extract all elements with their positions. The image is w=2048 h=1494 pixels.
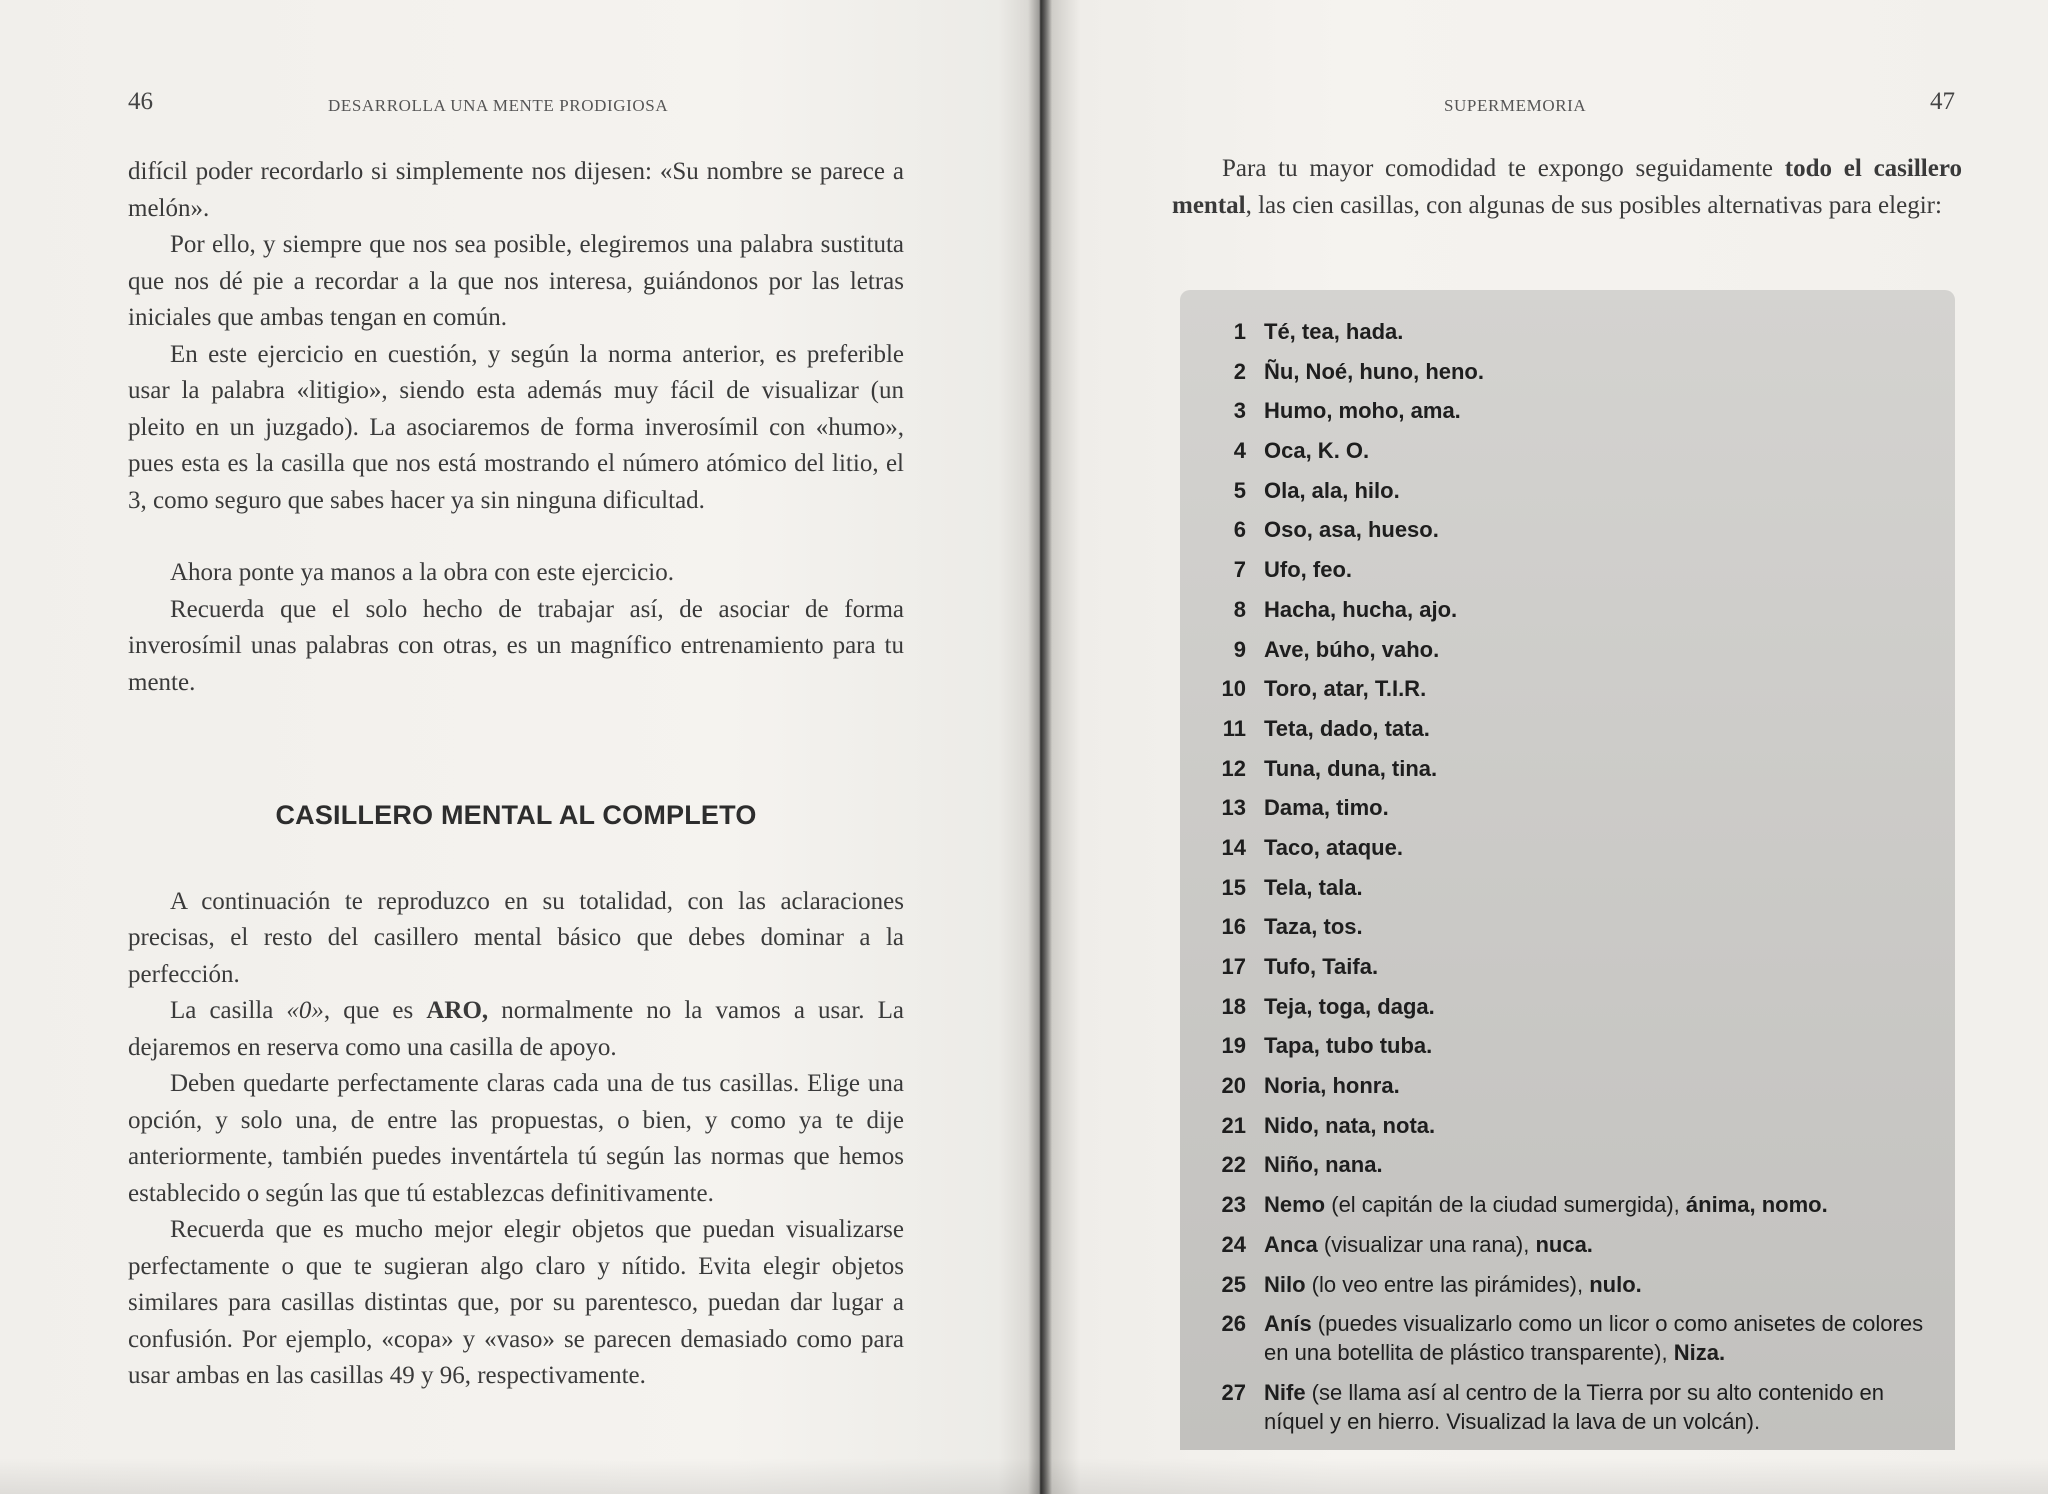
entry-text: Ave, búho, vaho.	[1264, 636, 1440, 662]
casillero-entry	[1198, 754, 1938, 783]
entry-text: Nido, nata, nota.	[1264, 1112, 1436, 1138]
entry-text: Oso, asa, hueso.	[1264, 517, 1439, 543]
entry-text: Ufo, feo.	[1264, 557, 1352, 583]
casillero-entry	[1198, 635, 1938, 664]
entry-text: Niño, nana.	[1264, 1152, 1383, 1178]
entry-number: 15	[1221, 874, 1246, 900]
paragraph-aro: La casilla «0», que es ARO, normalmente no la vamos a usar. La dejaremos en reserva como una casilla de apoyo.	[128, 997, 904, 1061]
entry-number: 4	[1233, 438, 1246, 464]
entry-number: 24	[1221, 1231, 1246, 1257]
entry-number: 7	[1233, 557, 1246, 583]
casillero-entry	[1198, 952, 1938, 981]
paragraph: difícil poder recordarlo si simplemente nos dijesen: «Su nombre se parece a melón».	[128, 158, 904, 222]
entry-text: Tufo, Taifa.	[1264, 954, 1379, 979]
entry-text: Ola, ala, hilo.	[1264, 477, 1400, 503]
casillero-entry	[1198, 833, 1938, 862]
entry-number: 14	[1221, 834, 1246, 860]
paragraph: Deben quedarte perfectamente claras cada una de tus casillas. Elige una opción, y solo una, de entre las propuestas, o bien, y como ya te dije anteriormente, también puedes inventártela tú según las normas que hemos establecido o según las que tú establezcas definitivamente.	[128, 1070, 904, 1207]
intro-paragraph: Para tu mayor comodidad te expongo seguidamente todo el casillero mental, las cien casillas, con algunas de sus posibles alternativas para elegir:	[1172, 155, 1962, 219]
entry-number: 13	[1221, 795, 1246, 821]
aro-keyword: ARO,	[426, 997, 489, 1024]
paragraph: A continuación te reproduzco en su totalidad, con las aclaraciones precisas, el resto del casillero mental básico que debes dominar a la perfección.	[128, 887, 904, 988]
casillero-entry	[1198, 992, 1938, 1021]
paragraph: Recuerda que el solo hecho de trabajar así, de asociar de forma inverosímil unas palabras con otras, es un magnífico entrenamiento para tu mente.	[128, 595, 904, 696]
casillero-entry	[1198, 1150, 1938, 1179]
entry-number: 19	[1221, 1033, 1246, 1059]
book-gutter	[1028, 0, 1052, 1494]
entry-text: Teja, toga, daga.	[1264, 993, 1435, 1019]
entry-text: Tuna, duna, tina.	[1264, 755, 1438, 781]
entry-text: Teta, dado, tata.	[1264, 715, 1430, 741]
entry-number: 1	[1233, 319, 1246, 344]
entry-text: Nemo (el capitán de la ciudad sumergida), ánima, nomo.	[1264, 1192, 1828, 1218]
casillero-entry	[1198, 515, 1938, 544]
entry-number: 25	[1221, 1271, 1246, 1297]
entry-text: Anca (visualizar una rana), nuca.	[1264, 1231, 1593, 1257]
paragraph: Recuerda que es mucho mejor elegir objetos que puedan visualizarse perfectamente o que te sugieran algo claro y nítido. Evita elegir objetos similares para casillas distintas que, por su parentesco, puedan dar lugar a confusión. Por ejemplo, «copa» y «vaso» se parecen demasiado como para usar ambas en las casillas 49 y 96, respectivamente.	[128, 1216, 904, 1389]
casillero-entry	[1198, 674, 1938, 703]
entry-text: Té, tea, hada.	[1264, 319, 1404, 344]
entry-text: Dama, timo.	[1264, 795, 1389, 821]
entry-text: Taza, tos.	[1264, 914, 1363, 940]
casillero-entry	[1198, 714, 1938, 743]
casillero-entry	[1198, 1190, 1938, 1219]
casillero-entry	[1198, 357, 1938, 386]
entry-number: 23	[1221, 1192, 1246, 1218]
entry-text: Anís (puedes visualizarlo como un licor o como anisetes de colores en una botellita de plástico transparente), Niza.	[1264, 1311, 1924, 1366]
entry-number: 3	[1233, 398, 1246, 424]
casillero-entry	[1198, 912, 1938, 941]
casilla-zero-label: «0»	[286, 997, 324, 1024]
casillero-entry	[1198, 595, 1938, 624]
entry-number: 11	[1222, 715, 1246, 741]
entry-number: 16	[1221, 914, 1246, 940]
entry-number: 12	[1221, 755, 1246, 781]
page-number-left: 46	[128, 88, 153, 115]
entry-number: 8	[1233, 596, 1246, 622]
casillero-entry	[1198, 793, 1938, 822]
casillero-entry	[1198, 1309, 1938, 1367]
entry-text: Humo, moho, ama.	[1264, 398, 1461, 424]
entry-text: Nilo (lo veo entre las pirámides), nulo.	[1264, 1271, 1642, 1297]
casillero-entry	[1198, 436, 1938, 465]
page-number-right: 47	[1930, 88, 1955, 115]
entry-text: Oca, K. O.	[1264, 438, 1370, 464]
entry-number: 5	[1233, 477, 1246, 503]
entry-text: Taco, ataque.	[1264, 834, 1403, 860]
casillero-entry	[1198, 396, 1938, 425]
entry-text: Toro, atar, T.I.R.	[1264, 676, 1427, 702]
intro-bold: todo el casillero mental	[1172, 155, 1962, 219]
entry-number: 20	[1221, 1073, 1246, 1099]
entry-number: 9	[1233, 636, 1246, 662]
casillero-entry	[1198, 1071, 1938, 1100]
casillero-entry	[1198, 1230, 1938, 1259]
running-head-left: DESARROLLA UNA MENTE PRODIGIOSA	[328, 96, 669, 115]
entry-text: Nife (se llama así al centro de la Tierra por su alto contenido en níquel y en hierro. Visualizad la lava de un volcán).	[1264, 1379, 1884, 1434]
running-head-right: SUPERMEMORIA	[1444, 96, 1587, 115]
paragraph: En este ejercicio en cuestión, y según la norma anterior, es preferible usar la palabra «litigio», siendo esta además muy fácil de visualizar (un pleito en un juzgado). La asociaremos de forma inverosímil con «humo», pues esta es la casilla que nos está mostrando el número atómico del litio, el 3, como seguro que sabes hacer ya sin ninguna dificultad.	[128, 340, 904, 514]
entry-number: 21	[1221, 1112, 1246, 1138]
entry-text: Ñu, Noé, huno, heno.	[1264, 358, 1484, 384]
entry-number: 26	[1221, 1311, 1246, 1337]
casillero-entry	[1198, 1111, 1938, 1140]
casillero-list	[1198, 317, 1938, 1447]
casillero-entry	[1198, 1270, 1938, 1299]
entry-text: Noria, honra.	[1264, 1073, 1400, 1099]
entry-number: 2	[1233, 358, 1246, 384]
casillero-entry	[1198, 555, 1938, 584]
casillero-entry	[1198, 873, 1938, 902]
entry-number: 10	[1221, 676, 1246, 702]
entry-number: 17	[1221, 954, 1246, 979]
entry-number: 22	[1221, 1152, 1246, 1178]
casillero-entry	[1198, 317, 1938, 346]
paragraph: Por ello, y siempre que nos sea posible, elegiremos una palabra sustituta que nos dé pie a recordar a la que nos interesa, guiándonos por las letras iniciales que ambas tengan en común.	[128, 231, 904, 331]
casillero-entry	[1198, 1378, 1938, 1436]
casillero-entry	[1198, 476, 1938, 505]
entry-number: 18	[1221, 993, 1246, 1019]
left-body	[128, 154, 904, 1395]
entry-number: 6	[1233, 517, 1246, 543]
entry-text: Hacha, hucha, ajo.	[1264, 596, 1458, 622]
section-heading: CASILLERO MENTAL AL COMPLETO	[275, 800, 757, 830]
paragraph: Ahora ponte ya manos a la obra con este ejercicio.	[170, 559, 674, 586]
entry-number: 27	[1221, 1379, 1246, 1405]
right-intro	[1172, 150, 1962, 224]
entry-text: Tapa, tubo tuba.	[1264, 1033, 1433, 1059]
entry-text: Tela, tala.	[1264, 874, 1363, 900]
casillero-entry	[1198, 1031, 1938, 1060]
